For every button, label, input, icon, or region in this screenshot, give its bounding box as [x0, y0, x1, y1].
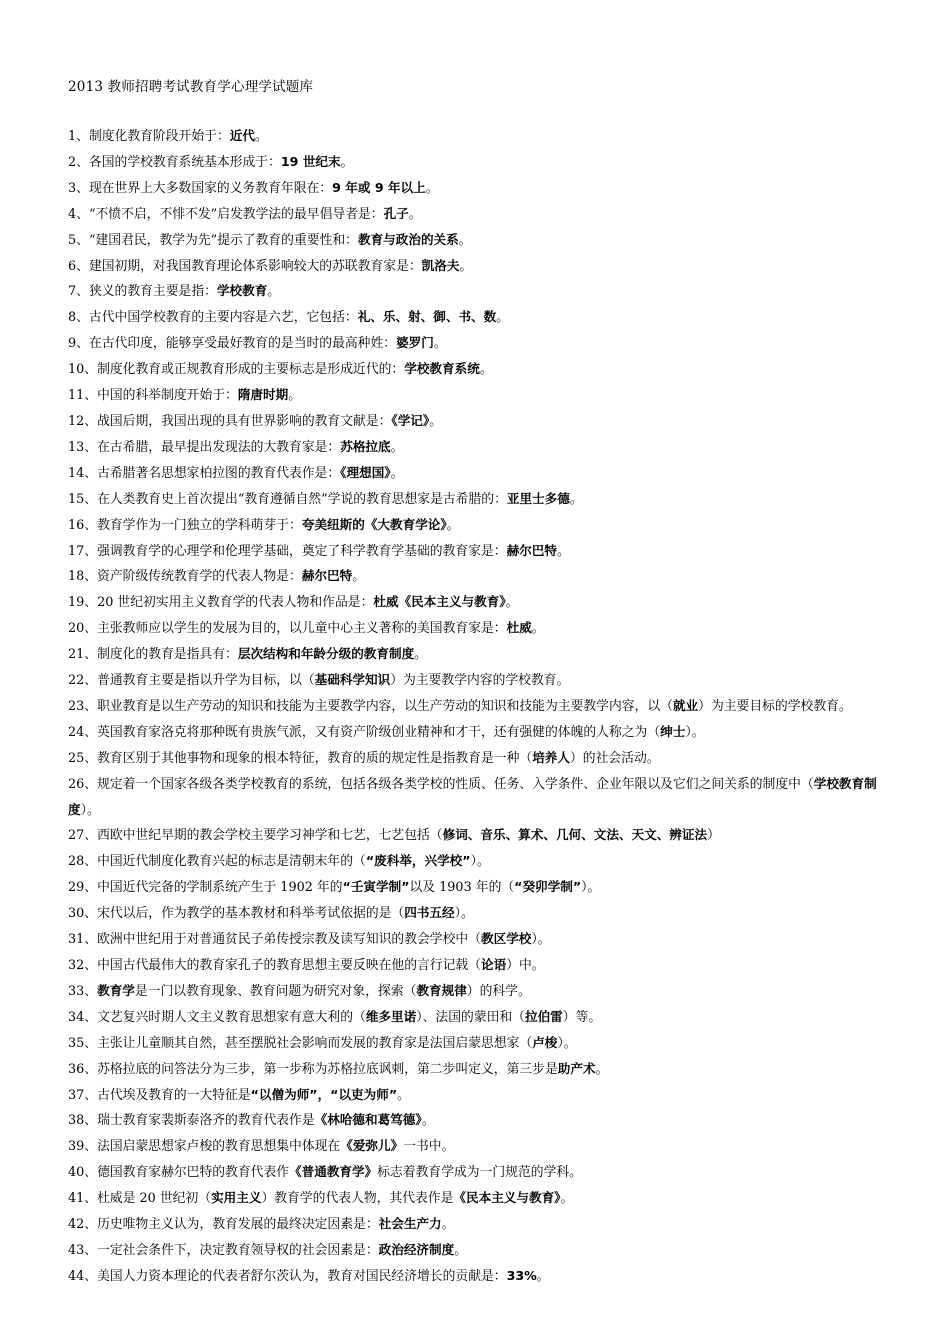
answer-text: 社会生产力	[378, 1216, 442, 1232]
answer-text: 《普通教育学》	[289, 1164, 378, 1180]
question-text: 5、“建国君民，教学为先”提示了教育的重要性和：	[68, 232, 358, 248]
question-text: 。	[446, 517, 460, 533]
answer-text: 卢梭	[532, 1034, 558, 1050]
question-text: 23、职业教育是以生产劳动的知识和技能为主要教学内容，以生产劳动的知识和技能为主要教学内容，以（	[68, 698, 673, 714]
question-text: 41、杜威是 20 世纪初（	[68, 1191, 212, 1207]
question-text: 。	[441, 1217, 455, 1233]
question-text: ）。	[454, 906, 474, 922]
question-text: 28、中国近代制度化教育兴起的标志是清朝末年的（	[68, 854, 366, 870]
question-item	[68, 305, 888, 331]
question-item	[68, 875, 888, 901]
question-text: 。	[569, 491, 583, 507]
answer-text: 隋唐时期	[237, 387, 289, 403]
question-text: 。	[254, 129, 268, 144]
question-text: ）。	[531, 932, 551, 948]
answer-text: 教育学	[97, 982, 135, 998]
question-item	[68, 668, 888, 694]
question-text: 2、各国的学校教育系统基本形成于：	[68, 154, 281, 170]
answer-text: 《学记》	[391, 412, 430, 428]
question-text: 标志着教育学成为一门规范的学科。	[377, 1165, 582, 1181]
question-item	[68, 1031, 888, 1057]
question-text: 。	[425, 180, 439, 196]
question-text: 7、狭义的教育主要是指：	[68, 284, 217, 300]
question-item	[68, 539, 888, 565]
question-text: 一书中。	[403, 1139, 455, 1155]
question-text: 以及 1903 年的（	[409, 880, 515, 896]
question-text: ）。	[557, 1035, 577, 1051]
question-item	[68, 461, 888, 487]
question-text: 。	[288, 388, 302, 404]
question-item	[68, 616, 888, 642]
question-text: ）教育学的代表人物，其代表作是	[261, 1191, 454, 1207]
question-item	[68, 746, 888, 772]
question-text: 15、在人类教育史上首次提出“教育遵循自然”学说的教育思想家是古希腊的：	[68, 491, 507, 507]
question-text: 18、资产阶级传统教育学的代表人物是：	[68, 569, 302, 585]
question-text: 13、在古希腊，最早提出发现法的大教育家是：	[68, 439, 341, 455]
question-text: 。	[556, 543, 570, 559]
question-text: 。	[536, 1268, 550, 1284]
question-text: 40、德国教育家赫尔巴特的教育代表作	[68, 1165, 290, 1181]
question-text: 6、建国初期，对我国教育理论体系影响较大的苏联教育家是：	[68, 258, 422, 274]
question-text: 。	[267, 284, 281, 300]
question-text: ）的社会活动。	[569, 750, 660, 766]
answer-text: “壬寅学制”	[342, 879, 410, 895]
question-text: 34、文艺复兴时期人文主义教育思想家有意大利的（	[68, 1009, 366, 1025]
question-text: 37、古代埃及教育的一大特征是	[68, 1087, 251, 1103]
question-text: 3、现在世界上大多数国家的义务教育年限在：	[68, 180, 333, 196]
question-text: 38、瑞士教育家裴斯泰洛齐的教育代表作是	[68, 1113, 315, 1129]
question-item	[68, 254, 888, 280]
answer-text: 助产术	[557, 1060, 596, 1076]
question-text: 20、主张教师应以学生的发展为目的，以儿童中心主义著称的美国教育家是：	[68, 621, 507, 637]
question-item	[68, 720, 888, 746]
question-item	[68, 590, 888, 616]
question-text: 44、美国人力资本理论的代表者舒尔茨认为，教育对国民经济增长的贡献是：	[68, 1268, 507, 1284]
question-item	[68, 383, 888, 409]
question-text: 9、在古代印度，能够享受最好教育的是当时的最高种姓：	[68, 336, 397, 352]
question-text: ）、法国的蒙田和（	[416, 1009, 525, 1025]
question-text: ）。	[685, 724, 705, 740]
question-text: 。	[479, 362, 493, 378]
document-title: 2013 教师招聘考试教育学心理学试题库	[68, 79, 314, 95]
answer-text: 四书五经	[404, 905, 455, 921]
answer-text: 学校教育	[216, 283, 268, 299]
question-text: 。	[454, 1242, 467, 1258]
question-text: 8、古代中国学校教育的主要内容是六艺，它包括：	[68, 310, 358, 326]
question-text: 。	[560, 1191, 574, 1207]
answer-text: 教育规律	[416, 982, 467, 998]
question-text: 35、主张让儿童顺其自然，甚至摆脱社会影响而发展的教育家是法国启蒙思想家（	[68, 1035, 533, 1051]
question-text: 。	[414, 647, 427, 663]
answer-text: 孔子	[383, 205, 409, 221]
question-item	[68, 1238, 888, 1264]
question-item	[68, 1083, 888, 1109]
question-text: 12、战国后期，我国出现的具有世界影响的教育文献是：	[68, 413, 392, 429]
question-item	[68, 1108, 888, 1134]
question-text: 。	[421, 1113, 435, 1129]
question-text: 19、20 世纪初实用主义教育学的代表人物和作品是：	[68, 595, 374, 611]
question-item	[68, 849, 888, 875]
question-text: 27、西欧中世纪早期的教会学校主要学习神学和七艺，七艺包括（	[68, 828, 443, 844]
answer-text: 杜威《民本主义与教育》	[373, 594, 506, 610]
question-text: 。	[390, 439, 404, 455]
question-text: 。	[459, 258, 473, 274]
question-item	[68, 823, 888, 849]
answer-text: 就业	[672, 697, 699, 713]
question-text: 17、强调教育学的心理学和伦理学基础，奠定了科学教育学基础的教育家是：	[68, 543, 507, 559]
answer-text: 维多里诺	[365, 1008, 417, 1024]
answer-text: 绅士	[660, 723, 686, 739]
answer-text: 礼、乐、射、御、书、数	[357, 309, 497, 325]
document-page	[68, 78, 888, 1290]
answer-text: 教育与政治的关系	[357, 231, 459, 247]
question-text: ）。	[470, 854, 490, 870]
question-item	[68, 1005, 888, 1031]
question-text: 14、古希腊著名思想家柏拉图的教育代表作是：	[68, 465, 341, 481]
question-list	[68, 124, 888, 1290]
question-text: 。	[433, 336, 447, 352]
answer-text: 夸美纽斯的《大教育学论》	[301, 516, 447, 532]
answer-text: 赫尔巴特	[506, 542, 557, 558]
answer-text: 拉伯雷	[524, 1008, 563, 1024]
question-text: 43、一定社会条件下，决定教育领导权的社会因素是：	[68, 1242, 379, 1258]
question-text: ）的科学。	[466, 983, 531, 999]
question-item	[68, 642, 888, 668]
question-text: 。	[531, 621, 545, 637]
question-item	[68, 927, 888, 953]
question-item	[68, 409, 888, 435]
question-text: 25、教育区别于其他事物和现象的根本特征，教育的质的规定性是指教育是一种（	[68, 750, 533, 766]
answer-text: 《林哈德和葛笃德》	[314, 1112, 422, 1128]
question-text: 24、英国教育家洛克将那种既有贵族气派，又有资产阶级创业精神和才干，还有强健的体魄的人称之为（	[68, 724, 661, 740]
question-text: 42、历史唯物主义认为，教育发展的最终决定因素是：	[68, 1217, 379, 1233]
question-text: 。	[397, 1087, 410, 1103]
question-text: 。	[595, 1061, 609, 1077]
question-text: 31、欧洲中世纪用于对普通贫民子弟传授宗教及读写知识的教会学校中（	[68, 932, 481, 948]
answer-text: 基础科学知识	[314, 672, 391, 688]
question-text: ）为主要教学内容的学校教育。	[390, 673, 570, 689]
answer-text: 赫尔巴特	[301, 568, 353, 584]
answer-text: 《理想国》	[340, 464, 391, 480]
question-item	[68, 1212, 888, 1238]
question-item	[68, 124, 888, 150]
question-text: 。	[390, 465, 404, 481]
question-text: 30、宋代以后，作为教学的基本教材和科举考试依据的是（	[68, 906, 405, 922]
question-text: 。	[458, 232, 472, 248]
question-item	[68, 202, 888, 228]
answer-text: 实用主义	[211, 1190, 262, 1206]
question-text: ）。	[581, 880, 601, 896]
question-item	[68, 772, 888, 824]
answer-text: 近代	[229, 128, 255, 143]
question-text: ）等。	[562, 1009, 602, 1025]
answer-text: 婆罗门	[396, 335, 434, 351]
answer-text: 修词、音乐、算术、几何、文法、天文、辨证法	[442, 827, 708, 843]
answer-text: 33%	[506, 1267, 537, 1283]
question-text: ）中。	[506, 958, 545, 973]
question-text: 。	[429, 413, 442, 429]
question-item	[68, 979, 888, 1005]
question-item	[68, 1264, 888, 1290]
question-text: 。	[340, 154, 354, 170]
question-text: 21、制度化的教育是指具有：	[68, 647, 238, 663]
question-item	[68, 1057, 888, 1083]
question-text: 26、规定着一个国家各级各类学校教育的系统，包括各级各类学校的性质、任务、入学条件、企业年限以及它们之间关系的制度中（	[68, 776, 814, 792]
question-item	[68, 694, 888, 720]
answer-text: 《爱弥儿》	[340, 1138, 404, 1154]
question-item	[68, 357, 888, 383]
answer-text: 论语	[481, 957, 507, 972]
question-text: 36、苏格拉底的问答法分为三步，第一步称为苏格拉底讽刺，第二步叫定义，第三步是	[68, 1061, 558, 1077]
question-item	[68, 564, 888, 590]
answer-text: 凯洛夫	[421, 257, 460, 273]
question-text: 32、中国古代最伟大的教育家孔子的教育思想主要反映在他的言行记载（	[68, 958, 481, 973]
question-item	[68, 331, 888, 357]
answer-text: 学校教育系统	[404, 361, 480, 377]
question-text: 。	[408, 206, 422, 222]
question-text: ）为主要目标的学校教育。	[698, 698, 852, 714]
question-text: 22、普通教育主要是指以升学为目标，以（	[68, 673, 315, 689]
question-item	[68, 176, 888, 202]
question-item	[68, 901, 888, 927]
answer-text: “癸卯学制”	[514, 879, 582, 895]
answer-text: 培养人	[532, 749, 570, 765]
question-item	[68, 1134, 888, 1160]
answer-text: 《民本主义与教育》	[453, 1190, 561, 1206]
answer-text: 政治经济制度	[378, 1241, 455, 1257]
question-text: 39、法国启蒙思想家卢梭的教育思想集中体现在	[68, 1139, 341, 1155]
question-item	[68, 435, 888, 461]
question-item	[68, 513, 888, 539]
answer-text: 苏格拉底	[340, 438, 391, 454]
question-text: 4、“不愤不启，不悱不发”启发教学法的最早倡导者是：	[68, 206, 384, 222]
question-item	[68, 953, 888, 979]
question-text: ）	[707, 828, 720, 844]
question-item	[68, 1186, 888, 1212]
answer-text: 9 年或 9 年以上	[332, 179, 426, 195]
question-text: 1、制度化教育阶段开始于：	[68, 129, 230, 144]
question-text: ）。	[80, 802, 100, 818]
question-item	[68, 279, 888, 305]
question-text: 29、中国近代完备的学制系统产生于 1902 年的	[68, 880, 343, 896]
answer-text: 教区学校	[481, 931, 532, 947]
answer-text: 杜威	[506, 620, 532, 636]
answer-text: 19 世纪末	[280, 153, 341, 169]
question-text: 33、	[68, 983, 98, 999]
question-text: 。	[352, 569, 366, 585]
question-text: 16、教育学作为一门独立的学科萌芽于：	[68, 517, 302, 533]
question-text: 。	[496, 310, 510, 326]
answer-text: 学校教育制度	[68, 775, 877, 817]
question-item	[68, 150, 888, 176]
answer-text: 层次结构和年龄分级的教育制度	[237, 646, 415, 662]
question-item	[68, 1160, 888, 1186]
question-text: 是一门以教育现象、教育问题为研究对象，探索（	[134, 983, 417, 999]
answer-text: 亚里士多德	[506, 490, 570, 506]
question-item	[68, 487, 888, 513]
question-item	[68, 228, 888, 254]
answer-text: “以僧为师”，“以吏为师”	[250, 1086, 398, 1102]
question-text: 。	[505, 595, 519, 611]
question-text: 10、制度化教育或正规教育形成的主要标志是形成近代的：	[68, 362, 405, 378]
question-text: 11、中国的科举制度开始于：	[68, 388, 238, 404]
answer-text: “废科举，兴学校”	[365, 853, 471, 869]
